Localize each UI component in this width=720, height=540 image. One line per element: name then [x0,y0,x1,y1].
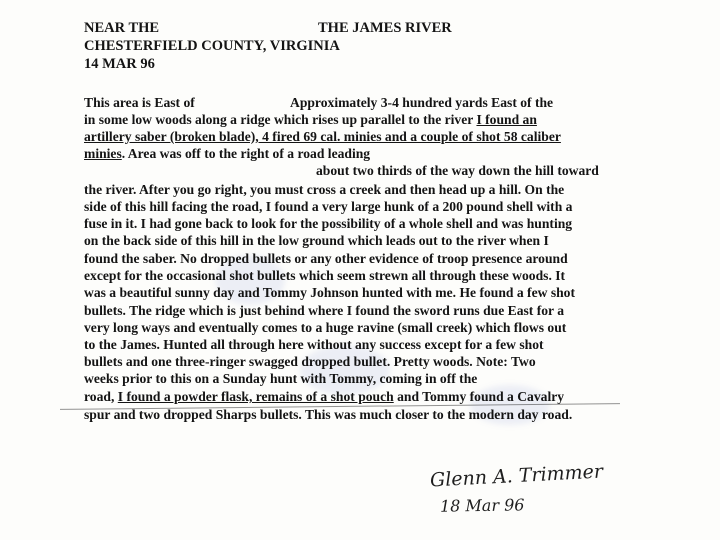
text-segment: road, [84,389,118,404]
body-line-18 [84,388,564,405]
text-segment: This area is East of [84,95,195,110]
signature-name: Glenn A. Trimmer [429,460,604,492]
body-line-2 [84,111,537,128]
body-line-1b [290,94,553,111]
body-line-4 [84,145,370,162]
text-segment: about two thirds of the way down the hill toward [316,163,599,178]
body-line-13: bullets. The ridge which is just behind where I found the sword runs due East for a [84,303,565,318]
underlined-find: I found a powder flask, remains of a shot pouch [117,389,394,404]
body-line-3 [84,128,561,145]
text-segment: . Area was off to the right of a road leading [121,146,371,161]
header-date: 14 MAR 96 [84,56,155,72]
body-line-14: very long ways and eventually comes to a huge ravine (small creek) which flows out [84,320,567,335]
body-line-1 [84,94,195,111]
body-line-16: bullets and one three-ringer swagged dropped bullet. Pretty woods. Note: Two [84,354,536,369]
text-segment: in some low woods along a ridge which rises up parallel to the river [84,112,477,127]
header-river: THE JAMES RIVER [318,20,452,36]
body-line-17: weeks prior to this on a Sunday hunt with Tommy, coming in off the [84,371,478,386]
header-near: NEAR THE [84,20,160,36]
body-line-8: fuse in it. I had gone back to look for the possibility of a whole shell and was hunting [84,216,573,231]
body-line-6: the river. After you go right, you must cross a creek and then head up a hill. On the [84,182,565,197]
underlined-find: minies [84,146,122,161]
text-segment: and Tommy found a Cavalry [393,389,565,404]
body-line-11: except for the occasional shot bullets which seem strewn all through these woods. It [84,268,566,283]
body-line-9: on the back side of this hill in the low ground which leads out to the river when I [84,233,549,248]
signature-date: 18 Mar 96 [439,495,525,516]
body-line-15: to the James. Hunted all through here without any success except for a few shot [84,337,544,352]
body-line-5 [316,162,599,179]
underlined-find: artillery saber (broken blade), 4 fired 69 cal. minies and a couple of shot 58 caliber [84,129,561,144]
body-line-19: spur and two dropped Sharps bullets. This was much closer to the modern day road. [84,407,573,422]
body-line-12: was a beautiful sunny day and Tommy Johnson hunted with me. He found a few shot [84,285,576,300]
underlined-find: I found an [476,112,537,127]
header-county: CHESTERFIELD COUNTY, VIRGINIA [84,38,340,54]
text-segment: Approximately 3-4 hundred yards East of the [290,95,554,110]
body-line-10: found the saber. No dropped bullets or any other evidence of troop presence around [84,251,568,266]
body-line-7: side of this hill facing the road, I found a very large hunk of a 200 pound shell with a [84,199,573,214]
